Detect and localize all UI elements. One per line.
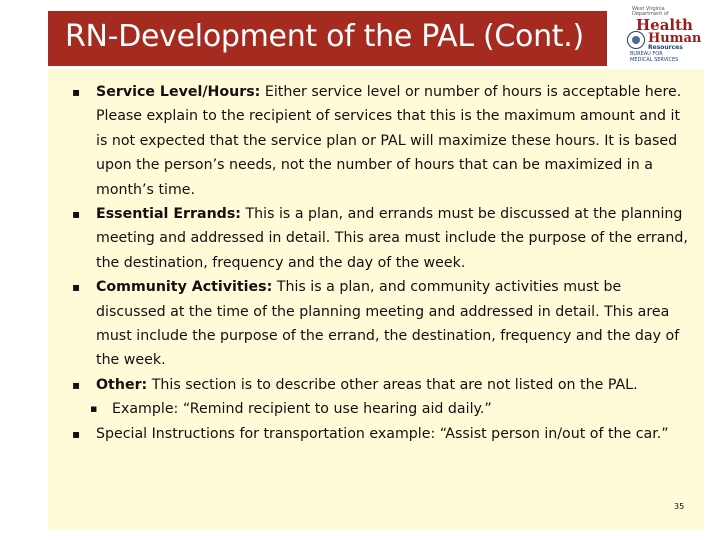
- dhhr-logo: [624, 6, 702, 66]
- square-bullet-icon: ▪: [72, 207, 81, 222]
- item-text: Either service level or number of hours is acceptable here. Please explain to the recipient of services that this is the maximum amount and it is not expected that the service plan or PAL will maximize these hours. It is based upon the person’s needs, not the number of hours that can be maximized in a month’s time.: [96, 84, 682, 198]
- logo-resources-text: Resources: [648, 44, 683, 51]
- square-bullet-icon: ▪: [72, 280, 81, 295]
- item-text: This is a plan, and community activities must be discussed at the time of the planning meeting and addressed in detail. This area must include the purpose of the errand, the destination, frequency and the day of the week.: [96, 279, 680, 369]
- list-item: [72, 373, 692, 397]
- seal-icon: [627, 31, 645, 49]
- page-number: 35: [674, 502, 685, 511]
- sub-item-text: Example: “Remind recipient to use hearing aid daily.”: [112, 401, 492, 418]
- list-item: [72, 202, 692, 275]
- item-label: Other:: [96, 376, 148, 393]
- item-text: This section is to describe other areas that are not listed on the PAL.: [147, 376, 638, 393]
- sub-list-item: [72, 397, 692, 421]
- list-item: [72, 275, 692, 373]
- square-bullet-icon: ▪: [72, 377, 81, 392]
- item-label: Community Activities:: [96, 279, 273, 296]
- list-item: [72, 422, 692, 446]
- bullet-list: [72, 80, 692, 446]
- square-bullet-icon: ▪: [90, 402, 98, 416]
- logo-dept-text: Department of: [632, 11, 669, 17]
- item-label: Essential Errands:: [96, 206, 241, 223]
- item-label: Service Level/Hours:: [96, 84, 261, 100]
- item-text: This is a plan, and errands must be discussed at the planning meeting and addressed in detail. This area must include the purpose of the errand, the destination, frequency and the day of the week.: [96, 206, 688, 271]
- square-bullet-icon: ▪: [72, 426, 81, 441]
- list-item: [72, 80, 692, 202]
- slide-title: RN-Development of the PAL (Cont.): [65, 19, 584, 54]
- logo-bureau-text: BUREAU FOR: [630, 51, 663, 57]
- logo-state-text: West Virginia: [632, 6, 665, 12]
- logo-medical-text: MEDICAL SERVICES: [630, 57, 679, 63]
- square-bullet-icon: ▪: [72, 85, 81, 99]
- logo-human-text: Human: [648, 31, 702, 46]
- logo-health-text: Health: [636, 16, 693, 34]
- item-text: Special Instructions for transportation example: “Assist person in/out of the car.”: [96, 425, 669, 442]
